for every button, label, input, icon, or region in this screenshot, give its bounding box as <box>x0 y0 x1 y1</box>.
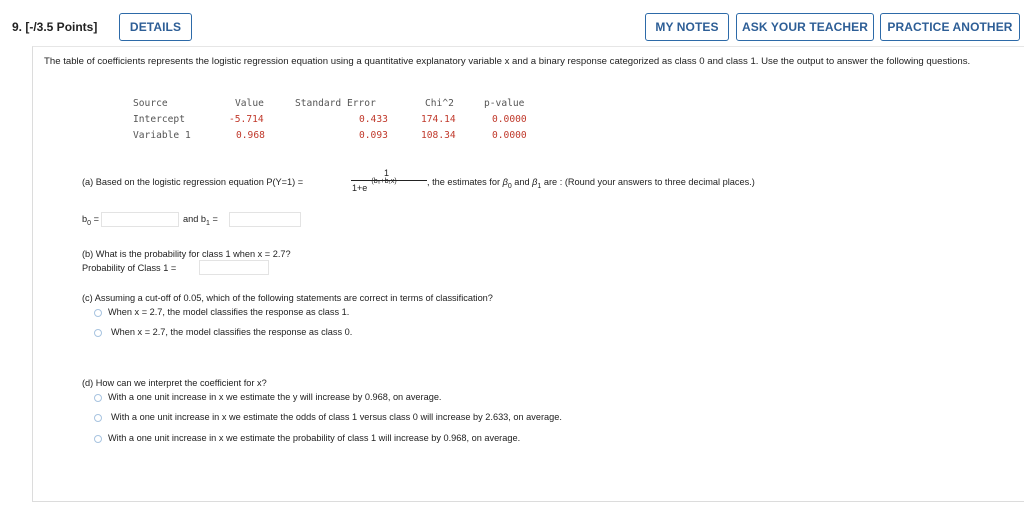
part-a-question: (a) Based on the logistic regression equation P(Y=1) = <box>82 177 304 187</box>
ask-teacher-button[interactable]: ASK YOUR TEACHER <box>736 13 874 41</box>
table-header-pvalue: p-value <box>484 98 525 109</box>
part-a-instructions <box>427 177 755 190</box>
b1-letter: and b <box>183 214 206 224</box>
part-d-option-1: With a one unit increase in x we estimate the y will increase by 0.968, on average. <box>108 392 442 402</box>
b0-label <box>82 214 99 227</box>
formula-exponent: −(b₀+b₁x) <box>367 178 397 185</box>
table-cell: Intercept <box>133 114 185 125</box>
details-button[interactable]: DETAILS <box>119 13 192 41</box>
my-notes-button[interactable]: MY NOTES <box>645 13 729 41</box>
b0-subscript: 0 <box>87 219 92 227</box>
radio-d-option-3[interactable] <box>94 435 102 443</box>
table-cell: 0.093 <box>359 130 388 141</box>
beta-1-subscript: 1 <box>537 182 542 190</box>
part-d-option-3: With a one unit increase in x we estimate the probability of class 1 will increase by 0.968, on average. <box>108 433 521 443</box>
b0-input[interactable] <box>101 212 179 227</box>
table-header-value: Value <box>235 98 264 109</box>
part-b-label: Probability of Class 1 = <box>82 263 177 273</box>
radio-c-option-2[interactable] <box>94 329 102 337</box>
question-points: 9. [-/3.5 Points] <box>12 20 98 34</box>
table-cell: 0.0000 <box>492 130 527 141</box>
probability-input[interactable] <box>199 260 269 275</box>
radio-c-option-1[interactable] <box>94 309 102 317</box>
part-d-question: (d) How can we interpret the coefficient for x? <box>82 378 267 388</box>
part-a-suffix-start: , the estimates for <box>427 177 503 187</box>
beta-0-subscript: 0 <box>507 182 512 190</box>
table-header-std-error: Standard Error <box>295 98 376 109</box>
formula-denominator <box>352 178 397 193</box>
part-a-suffix-end: are : (Round your answers to three decimal places.) <box>541 177 755 187</box>
part-d-option-2: With a one unit increase in x we estimate the odds of class 1 versus class 0 will increase by 2.633, on average. <box>111 412 562 422</box>
table-header-chi2: Chi^2 <box>425 98 454 109</box>
table-cell: -5.714 <box>229 114 264 125</box>
table-cell: 0.0000 <box>492 114 527 125</box>
part-c-option-2: When x = 2.7, the model classifies the response as class 0. <box>111 327 353 337</box>
b0-letter: b <box>82 214 88 224</box>
part-c-question: (c) Assuming a cut-off of 0.05, which of the following statements are correct in terms of classification? <box>82 293 493 303</box>
radio-d-option-2[interactable] <box>94 414 102 422</box>
practice-another-button[interactable]: PRACTICE ANOTHER <box>880 13 1020 41</box>
formula-numerator: 1 <box>384 168 390 178</box>
formula-denominator-base: 1+e <box>352 183 368 193</box>
beta-1: β <box>532 177 538 187</box>
part-b-question: (b) What is the probability for class 1 when x = 2.7? <box>82 249 291 259</box>
logistic-formula <box>351 168 427 193</box>
beta-0: β <box>502 177 508 187</box>
radio-d-option-1[interactable] <box>94 394 102 402</box>
table-cell: 0.968 <box>236 130 265 141</box>
b1-input[interactable] <box>229 212 301 227</box>
b1-label <box>183 214 218 227</box>
part-c-option-1: When x = 2.7, the model classifies the response as class 1. <box>108 307 350 317</box>
table-header-source: Source <box>133 98 168 109</box>
table-cell: 0.433 <box>359 114 388 125</box>
b1-subscript: 1 <box>206 219 210 227</box>
part-a-and: and <box>511 177 533 187</box>
table-cell: 108.34 <box>421 130 456 141</box>
b1-equals: = <box>209 214 218 224</box>
table-cell: Variable 1 <box>133 130 191 141</box>
question-intro: The table of coefficients represents the logistic regression equation using a quantitative explanatory variable x and a binary response categorized as class 0 and class 1. Use the output to answer the following questions. <box>44 56 971 67</box>
table-cell: 174.14 <box>421 114 456 125</box>
b0-equals: = <box>91 214 99 224</box>
